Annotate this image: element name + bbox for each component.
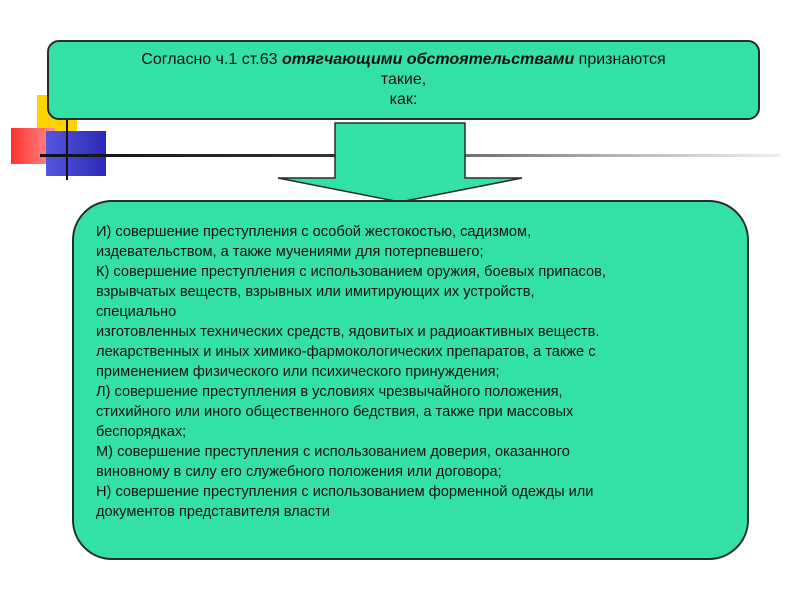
- list-item-line: документов представителя власти: [96, 504, 330, 520]
- list-item-line: изготовленных технических средств, ядовитых и радиоактивных веществ.: [96, 324, 600, 340]
- aggravating-circumstances-box: [72, 200, 749, 560]
- list-item-line: специально: [96, 304, 177, 320]
- down-arrow-icon: [270, 122, 530, 204]
- list-item-line: взрывчатых веществ, взрывных или имитирующих их устройств,: [96, 284, 535, 300]
- list-item-line: лекарственных и иных химико-фармокологических препаратов, а также с: [96, 344, 596, 360]
- list-item-line: К) совершение преступления с использованием оружия, боевых припасов,: [96, 264, 606, 280]
- header-emphasis: отягчающими обстоятельствами: [281, 51, 575, 68]
- list-item-line: М) совершение преступления с использованием доверия, оказанного: [96, 444, 570, 460]
- header-text-after: признаются: [574, 51, 666, 68]
- list-item-line: стихийного или иного общественного бедствия, а также при массовых: [96, 404, 574, 420]
- header-box: [47, 40, 760, 120]
- list-item-line: виновному в силу его служебного положения или договора;: [96, 464, 502, 480]
- list-item-line: применением физического или психического принуждения;: [96, 364, 500, 380]
- list-item-line: И) совершение преступления с особой жестокостью, садизмом,: [96, 224, 532, 240]
- list-item-line: Л) совершение преступления в условиях чрезвычайного положения,: [96, 384, 563, 400]
- header-line-2: такие,: [380, 71, 427, 88]
- header-line-3: как:: [389, 91, 418, 108]
- list-item-line: издевательством, а также мучениями для потерпевшего;: [96, 244, 484, 260]
- list-item-line: Н) совершение преступления с использованием форменной одежды или: [96, 484, 594, 500]
- list-item-line: беспорядках;: [96, 424, 187, 440]
- header-line-1: [49, 50, 758, 70]
- header-text-before: Согласно ч.1 ст.63: [141, 51, 282, 68]
